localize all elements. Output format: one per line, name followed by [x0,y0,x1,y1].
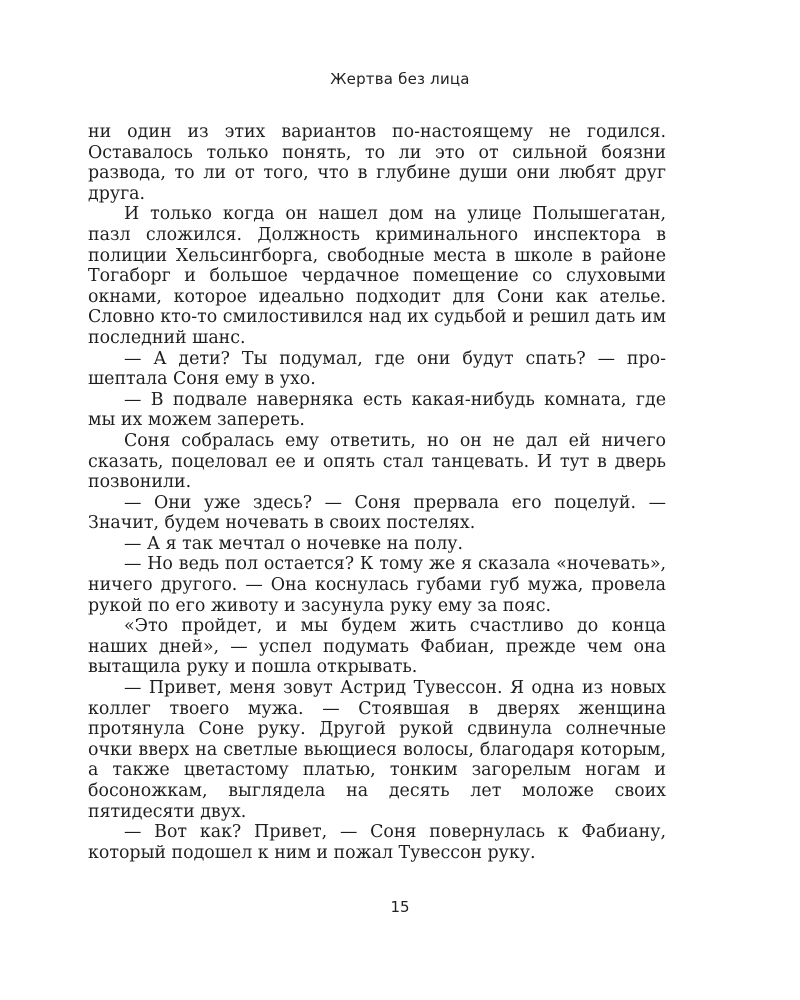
paragraph: — Привет, меня зовут Астрид Тувессон. Я одна из новых коллег твоего мужа. — Стоявшая в дверях женщина протянула Соне руку. Другой рукой сдвинула солнечные очки вверх на светлые вьющиеся волосы, благодаря которым, а также цветастому платью, тонким загорелым ногам и босоножкам, выглядела на десять лет моложе своих пятидесяти двух. [88,678,666,822]
paragraph: — А я так мечтал о ночевке на полу. [124,533,464,554]
paragraph: — Они уже здесь? — Соня прервала его поцелуй. — Значит, будем ночевать в своих постелях. [88,492,666,534]
paragraph: И только когда он нашел дом на улице Полышегатан, пазл сложился. Должность криминального инспектора в полиции Хельсингборга, свободные места в школе в районе Тогаборг и большое чердачное помещение со слуховыми окнами, которое идеально подходит для Сони как ателье. Словно кто-то смилостивился над их судьбой и решил дать им последний шанс. [88,204,666,348]
paragraph: — В подвале наверняка есть какая-нибудь комната, где мы их можем запереть. [88,389,666,431]
paragraph: «Это пройдет, и мы будем жить счастливо до конца наших дней», — успел подумать Фабиан, прежде чем она вытащила руку и пошла открывать. [88,616,666,678]
paragraph: ни один из этих вариантов по-настоящему не годился. Оставалось только понять, то ли это от сильной боязни развода, то ли от того, что в глубине души они любят друг друга. [88,122,666,204]
running-head: Жертва без лица [330,70,470,88]
body-text [88,122,666,863]
paragraph: — Но ведь пол остается? К тому же я сказала «ночевать», ничего другого. — Она коснулась губами губ мужа, провела рукой по его животу и засунула руку ему за пояс. [88,554,666,616]
paragraph: Соня собралась ему ответить, но он не дал ей ничего сказать, поцеловал ее и опять стал танцевать. И тут в дверь позвонили. [88,430,666,493]
paragraph: — Вот как? Привет, — Соня повернулась к Фабиану, который подошел к ним и пожал Тувессон руку. [88,822,666,863]
page-number: 15 [390,898,410,916]
paragraph: — А дети? Ты подумал, где они будут спать? — прошептала Соня ему в ухо. [88,348,666,390]
